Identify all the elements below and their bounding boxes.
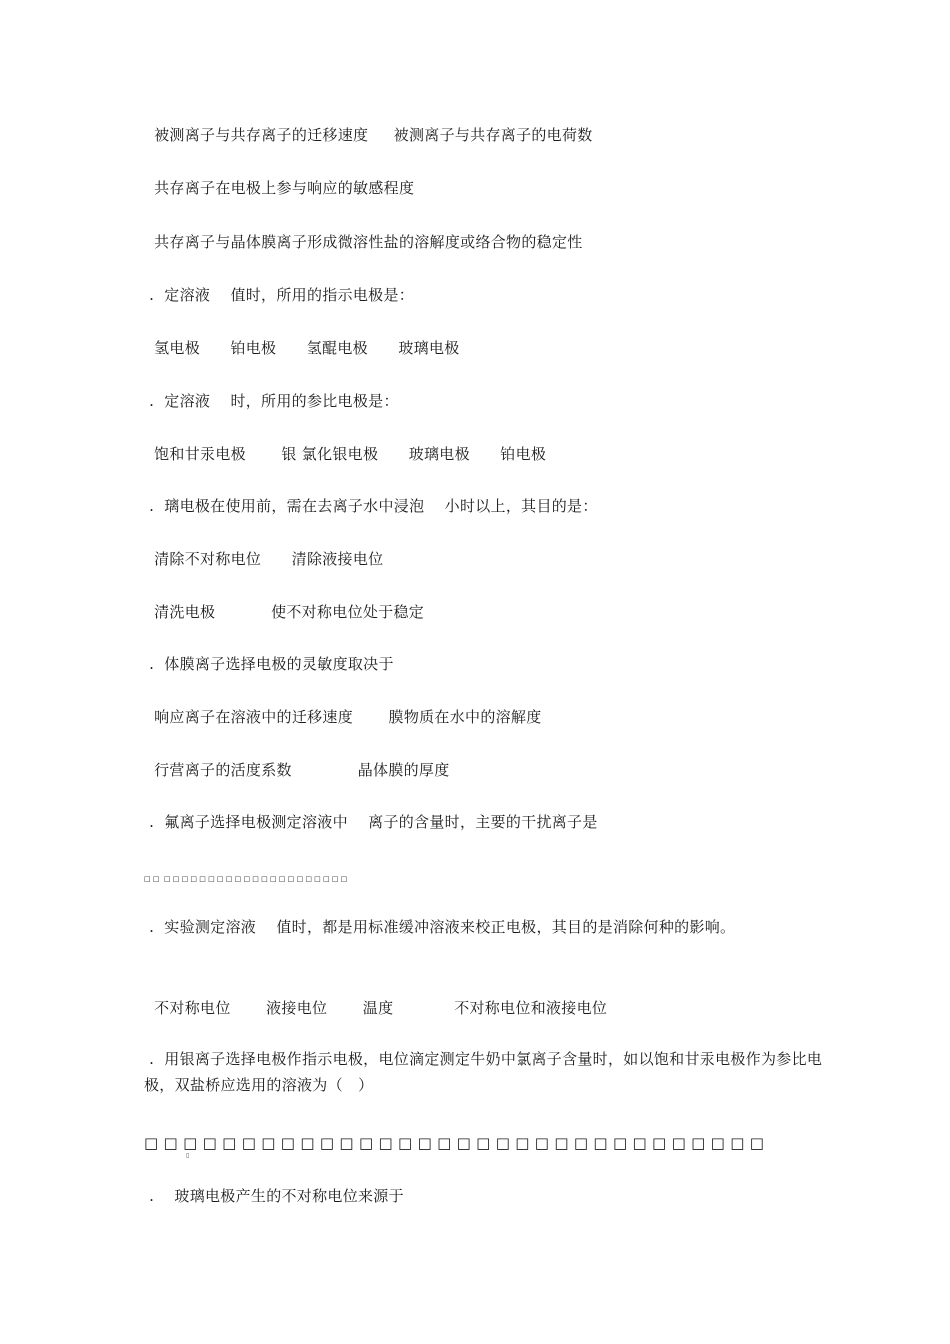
question-crystal-membrane: . 体膜离子选择电极的灵敏度取决于 (144, 655, 394, 673)
options-sensitivity-1: 响应离子在溶液中的迁移速度 膜物质在水中的溶解度 (144, 708, 542, 726)
question-ph-indicator: . 定溶液 值时，所用的指示电极是： (144, 286, 415, 304)
options-sensitivity-2: 行营离子的活度系数 晶体膜的厚度 (144, 761, 450, 779)
question-fluoride-interference: . 氟离子选择电极测定溶液中 离子的含量时，主要的干扰离子是 (144, 813, 598, 831)
options-soak-purpose-2: 清洗电极 使不对称电位处于稳定 (144, 603, 425, 621)
option-line-a: 被测离子与共存离子的迁移速度 被测离子与共存离子的电荷数 (144, 126, 593, 144)
options-soak-purpose-1: 清除不对称电位 清除液接电位 (144, 550, 384, 568)
question-buffer-calibration: . 实验测定溶液 值时，都是用标准缓冲溶液来校正电极，其目的是消除何种的影响。 (144, 918, 736, 936)
question-double-salt-bridge: . 用银离子选择电极作指示电极，电位滴定测定牛奶中氯离子含量时，如以饱和甘汞电极作为参比电极，双盐桥应选用的溶液为（ ） (144, 1050, 823, 1094)
options-electrodes-2: 饱和甘汞电极 银 氯化银电极 玻璃电极 铂电极 (144, 445, 547, 463)
option-line-c: 共存离子与晶体膜离子形成微溶性盐的溶解度或络合物的稳定性 (144, 233, 583, 251)
question-glass-electrode-soak: . 璃电极在使用前，需在去离子水中浸泡 小时以上，其目的是： (144, 497, 598, 515)
options-electrodes-1: 氢电极 铂电极 氢醌电极 玻璃电极 (144, 339, 460, 357)
option-line-b: 共存离子在电极上参与响应的敏感程度 (144, 179, 415, 197)
stray-mark: ▯ (186, 1152, 190, 1159)
garbled-options-row: □ □ □ □ □ □ □ □ □ □ □ □ □ □ □ □ □ □ □ □ □ □ □ □ □ □ □ □ □ □ □ □ (144, 1134, 765, 1152)
garbled-options-line: □ □ □ □ □ □ □ □ □ □ □ □ □ □ □ □ □ □ □ □ □ □ □ (144, 875, 348, 883)
question-reference-electrode: . 定溶液 时，所用的参比电极是： (144, 392, 399, 410)
question-asymmetry-potential: . 玻璃电极产生的不对称电位来源于 (144, 1187, 404, 1205)
options-calibration: 不对称电位 液接电位 温度 不对称电位和液接电位 (144, 999, 608, 1017)
